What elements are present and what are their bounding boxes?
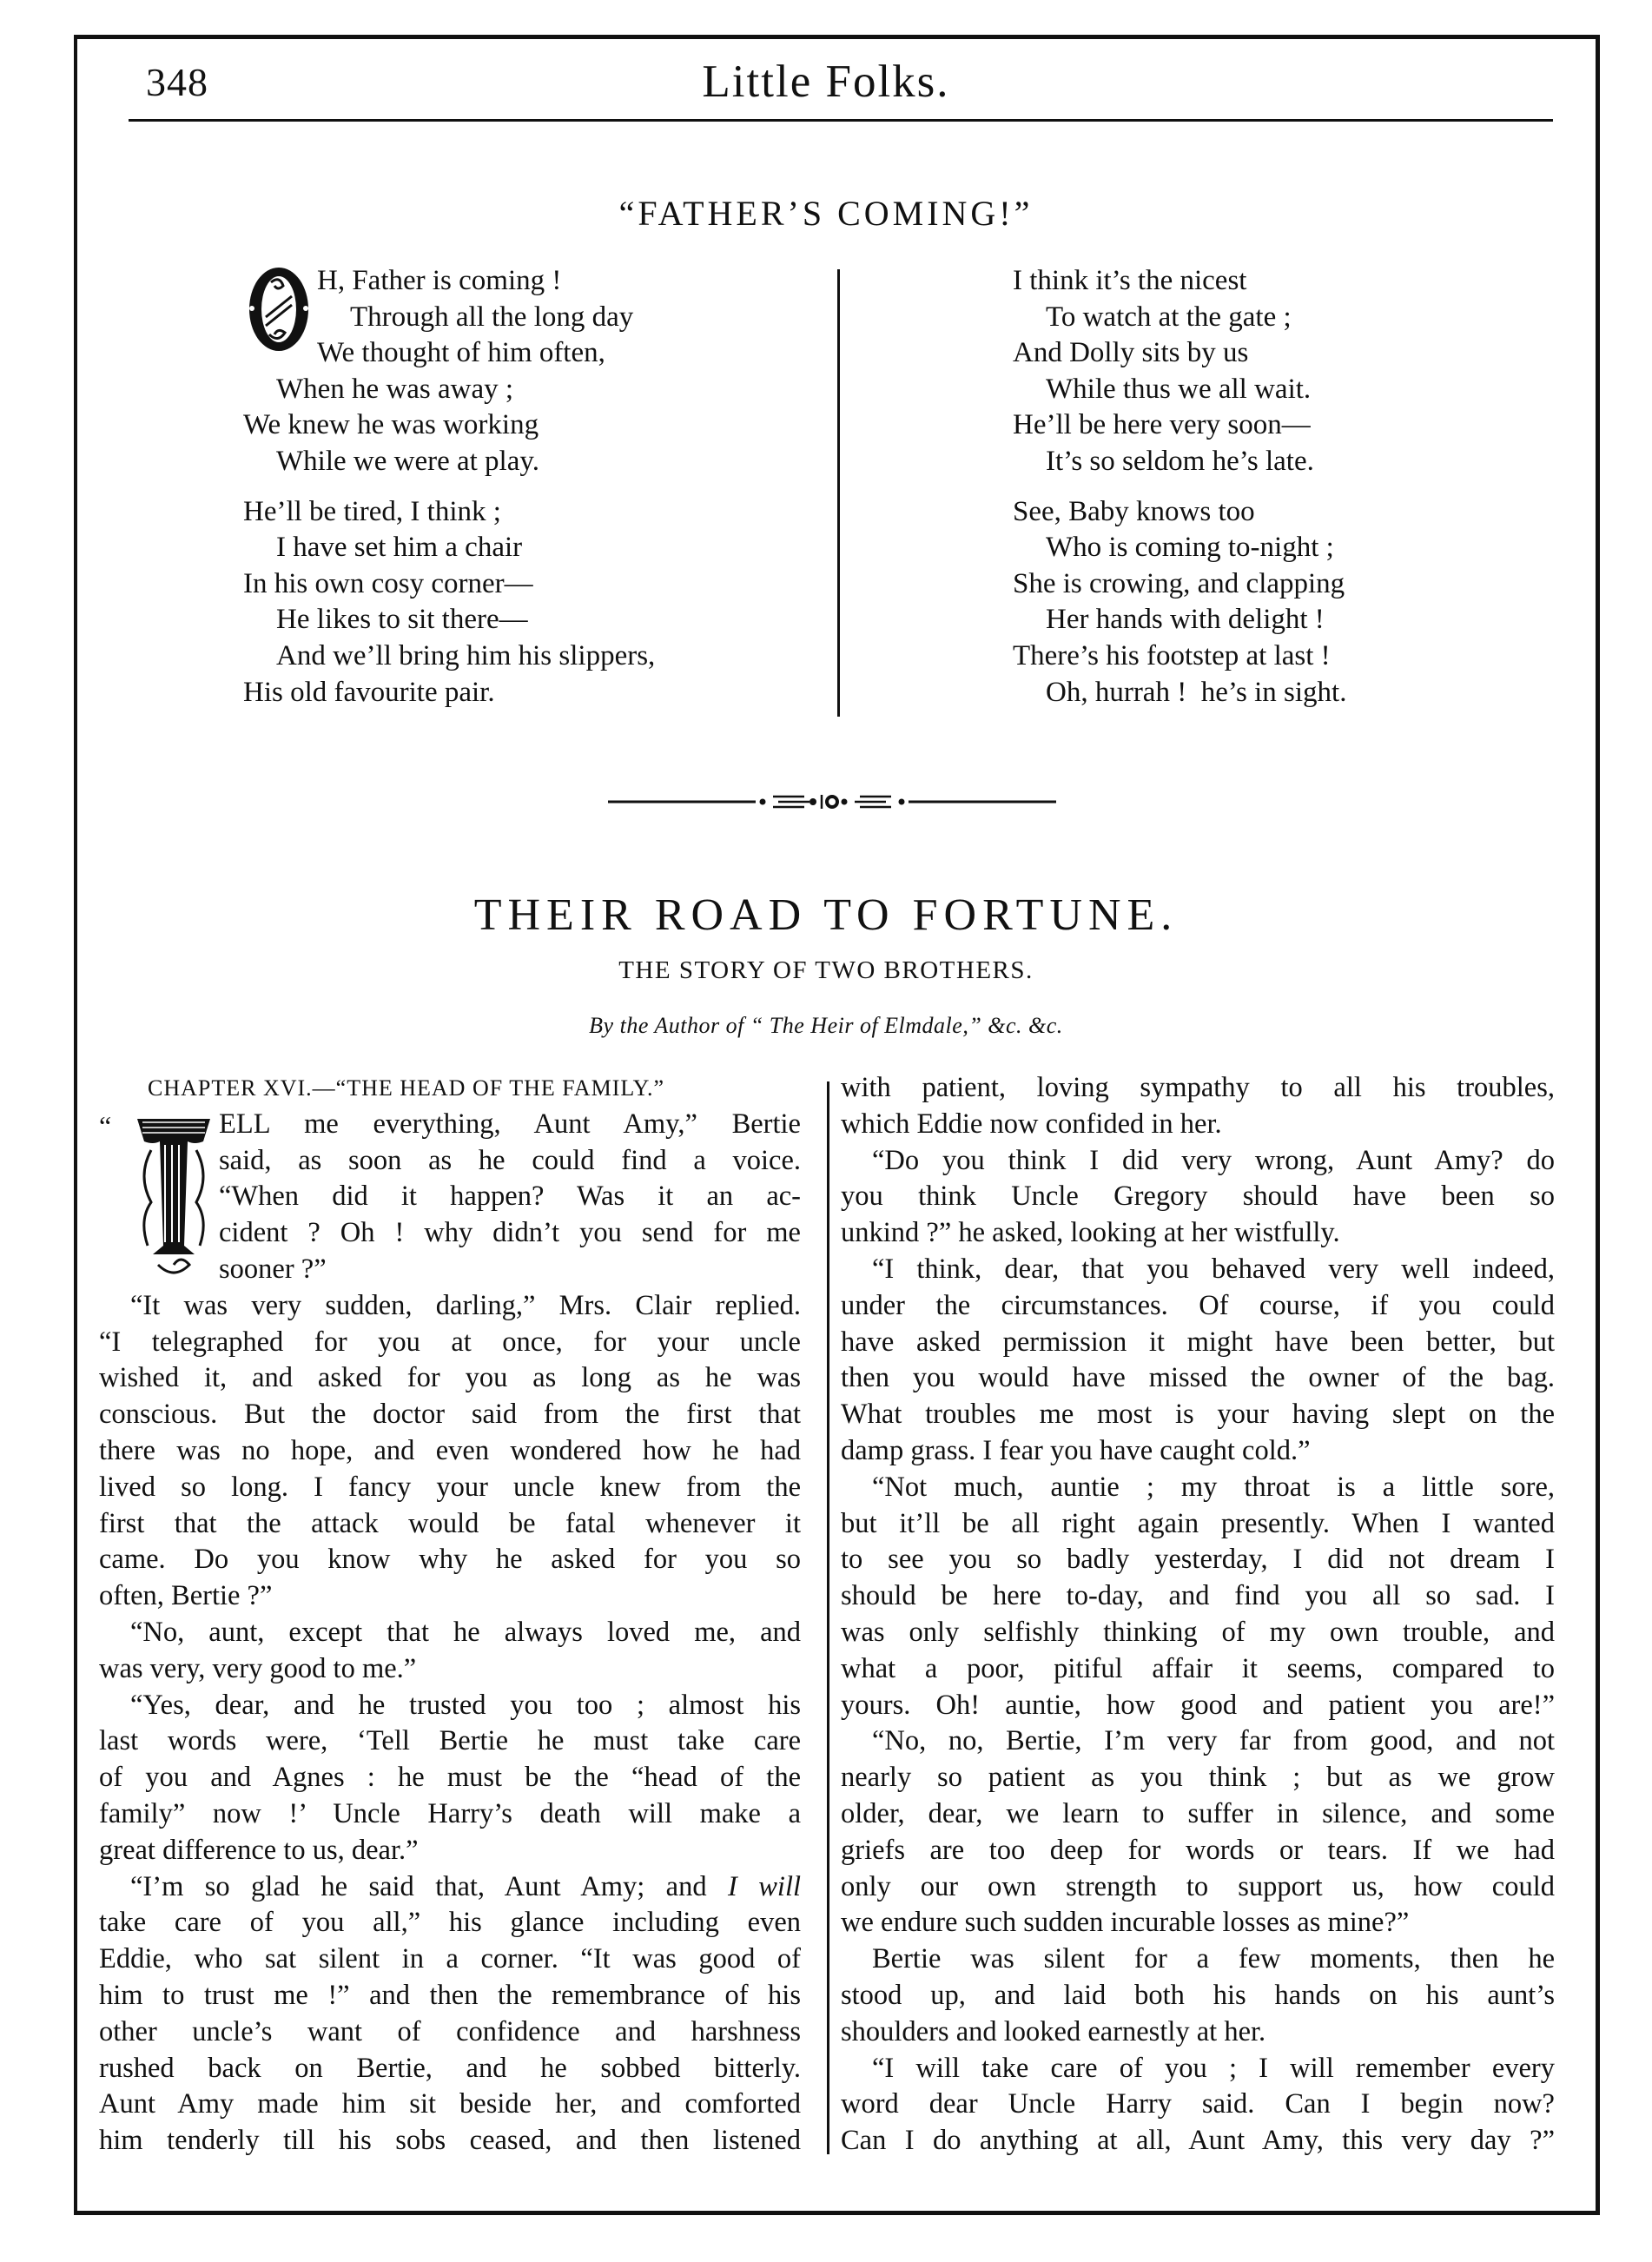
story-line: there was no hope, and even wondered how he had — [99, 1434, 801, 1466]
story-line: Aunt Amy made him sit beside her, and comforted — [99, 2088, 801, 2120]
story-line: Eddie, who sat silent in a corner. “It was good of — [99, 1943, 801, 1975]
story-line: what a poor, pitiful affair it seems, compared to — [841, 1652, 1555, 1684]
story-column-divider — [827, 1081, 829, 2154]
poem-left-column — [243, 263, 655, 711]
story-line: was very, very good to me.” — [99, 1652, 417, 1684]
story-line: lived so long. I fancy your uncle knew from the — [99, 1471, 801, 1503]
poem-line: His old favourite pair. — [243, 676, 495, 708]
story-left-column — [99, 1070, 801, 2159]
poem-line: In his own cosy corner— — [243, 567, 533, 599]
poem-right-column — [1013, 263, 1346, 711]
story-line: wished it, and asked for you as long as he was — [99, 1362, 801, 1394]
poem-line: To watch at the gate ; — [1046, 301, 1292, 333]
stanza-gap — [243, 480, 655, 494]
story-line: damp grass. I fear you have caught cold.” — [841, 1434, 1311, 1466]
story-right-lines — [841, 1070, 1555, 2159]
poem-line: H, Father is coming ! — [317, 265, 562, 296]
story-line: sooner ?” — [219, 1253, 327, 1285]
story-line: have asked permission it might have been better, but — [841, 1326, 1555, 1358]
story-line: yours. Oh! auntie, how good and patient you are!” — [841, 1689, 1555, 1721]
poem-line: He’ll be tired, I think ; — [243, 495, 501, 527]
story-line: last words were, ‘Tell Bertie he must take care — [99, 1725, 801, 1757]
story-line: “Yes, dear, and he trusted you too ; almost his — [130, 1689, 801, 1721]
story-line: Bertie was silent for a few moments, then he — [872, 1943, 1555, 1975]
running-title: Little Folks. — [702, 56, 950, 107]
poem-title: “FATHER’S COMING!” — [618, 194, 1034, 233]
poem-line: Oh, hurrah ! he’s in sight. — [1046, 676, 1347, 708]
story-line: of you and Agnes : he must be the “head of the — [99, 1762, 801, 1794]
story-line: conscious. But the doctor said from the first that — [99, 1399, 801, 1431]
poem-line: He likes to sit there— — [276, 604, 528, 636]
poem-line: I think it’s the nicest — [1013, 265, 1247, 296]
story-line: “When did it happen? Was it an ac- — [219, 1181, 801, 1213]
story-line: only our own strength to support us, how could — [841, 1870, 1555, 1902]
poem-line: It’s so seldom he’s late. — [1046, 445, 1314, 477]
story-title: THEIR ROAD TO FORTUNE. — [473, 890, 1179, 940]
story-line: “I telegraphed for you at once, for your uncle — [99, 1326, 801, 1358]
poem-line: Through all the long day — [350, 301, 634, 333]
poem-line: And we’ll bring him his slippers, — [276, 639, 656, 671]
story-line: “Not much, auntie ; my throat is a little sore, — [872, 1471, 1555, 1503]
poem-line: See, Baby knows too — [1013, 495, 1255, 527]
poem-line: I have set him a chair — [276, 532, 523, 564]
poem-line: While we were at play. — [276, 445, 539, 477]
story-line: take care of you all,” his glance including even — [99, 1907, 801, 1939]
poem-line: There’s his footstep at last ! — [1013, 639, 1331, 671]
story-line: first that the attack would be fatal whenever it — [99, 1507, 801, 1539]
story-line: came. Do you know why he asked for you so — [99, 1544, 801, 1576]
story-line: Can I do anything at all, Aunt Amy, this very day ?” — [841, 2125, 1555, 2157]
story-line: you think Uncle Gregory should have been so — [841, 1181, 1555, 1213]
poem-line: Who is coming to-night ; — [1046, 532, 1334, 564]
story-line: under the circumstances. Of course, if you could — [841, 1289, 1555, 1321]
story-line: him tenderly till his sobs ceased, and then listened — [99, 2125, 801, 2157]
story-line: stood up, and laid both his hands on his aunt’s — [841, 1979, 1555, 2011]
story-line: word dear Uncle Harry said. Can I begin now? — [841, 2088, 1555, 2120]
story-line: family” now !’ Uncle Harry’s death will make a — [99, 1797, 801, 1829]
ornamental-drop-cap-t-icon — [134, 1115, 214, 1289]
poem-line: While thus we all wait. — [1046, 373, 1312, 405]
story-line: older, dear, we learn to suffer in silence, and some — [841, 1797, 1555, 1829]
story-line: to see you so badly yesterday, I did not dream I — [841, 1544, 1555, 1576]
story-line: we endure such sudden incurable losses as mine?” — [841, 1907, 1410, 1939]
story-line: “No, aunt, except that he always loved me, and — [130, 1616, 801, 1648]
poem-line: He’ll be here very soon— — [1013, 409, 1311, 441]
emphasis: I will — [728, 1870, 801, 1902]
story-line: should be here to-day, and find you all so sad. I — [841, 1580, 1555, 1612]
story-line: ELL me everything, Aunt Amy,” Bertie — [219, 1108, 801, 1140]
story-line: What troubles me most is your having slept on the — [841, 1399, 1555, 1431]
chapter-heading: CHAPTER XVI.—“THE HEAD OF THE FAMILY.” — [148, 1075, 665, 1101]
story-line: “No, no, Bertie, I’m very far from good, and not — [872, 1725, 1555, 1757]
story-line: other uncle’s want of confidence and harshness — [99, 2015, 801, 2047]
story-line: cident ? Oh ! why didn’t you send for me — [219, 1217, 801, 1249]
poem-line: And Dolly sits by us — [1013, 337, 1249, 369]
story-line: but it’ll be all right again presently. When I wanted — [841, 1507, 1555, 1539]
story-line: said, as soon as he could find a voice. — [219, 1144, 801, 1176]
story-line: “Do you think I did very wrong, Aunt Amy? do — [872, 1144, 1555, 1176]
header-rule — [129, 119, 1553, 122]
poem-line: She is crowing, and clapping — [1013, 567, 1345, 599]
poem-line: When he was away ; — [276, 373, 514, 405]
story-line: with patient, loving sympathy to all his troubles, — [841, 1072, 1555, 1103]
story-right-column — [841, 1070, 1555, 2159]
story-line: him to trust me !” and then the remembrance of his — [99, 1979, 801, 2011]
story-subtitle: THE STORY OF TWO BROTHERS. — [618, 956, 1034, 984]
drop-cap-open-quote: “ — [99, 1110, 112, 1141]
story-line: “It was very sudden, darling,” Mrs. Clair replied. — [130, 1289, 801, 1321]
page-number: 348 — [146, 60, 208, 104]
story-line: “I will take care of you ; I will remember every — [872, 2052, 1555, 2084]
story-line: rushed back on Bertie, and he sobbed bitterly. — [99, 2052, 801, 2084]
stanza-gap — [1013, 480, 1346, 494]
poem-line: We thought of him often, — [317, 337, 605, 369]
story-byline: By the Author of “ The Heir of Elmdale,” &c. &c. — [589, 1013, 1063, 1038]
story-line: “I’m so glad he said that, Aunt Amy; and I will — [130, 1870, 801, 1902]
story-line: nearly so patient as you think ; but as we grow — [841, 1762, 1555, 1794]
story-line: often, Bertie ?” — [99, 1580, 273, 1612]
poem-column-divider — [837, 269, 840, 717]
story-line: great difference to us, dear.” — [99, 1834, 419, 1866]
story-line: “I think, dear, that you behaved very well indeed, — [872, 1253, 1555, 1285]
story-line: then you would have missed the owner of the bag. — [841, 1362, 1555, 1394]
poem-line: Her hands with delight ! — [1046, 604, 1325, 636]
story-line: unkind ?” he asked, looking at her wistfully. — [841, 1217, 1340, 1249]
story-line: griefs are too deep for words or tears. If we had — [841, 1834, 1555, 1866]
poem-line: We knew he was working — [243, 409, 539, 441]
ornamental-divider-icon — [608, 787, 1056, 817]
story-line: which Eddie now confided in her. — [841, 1108, 1222, 1140]
story-line: was only selfishly thinking of my own trouble, and — [841, 1616, 1555, 1648]
story-line: shoulders and looked earnestly at her. — [841, 2015, 1266, 2047]
